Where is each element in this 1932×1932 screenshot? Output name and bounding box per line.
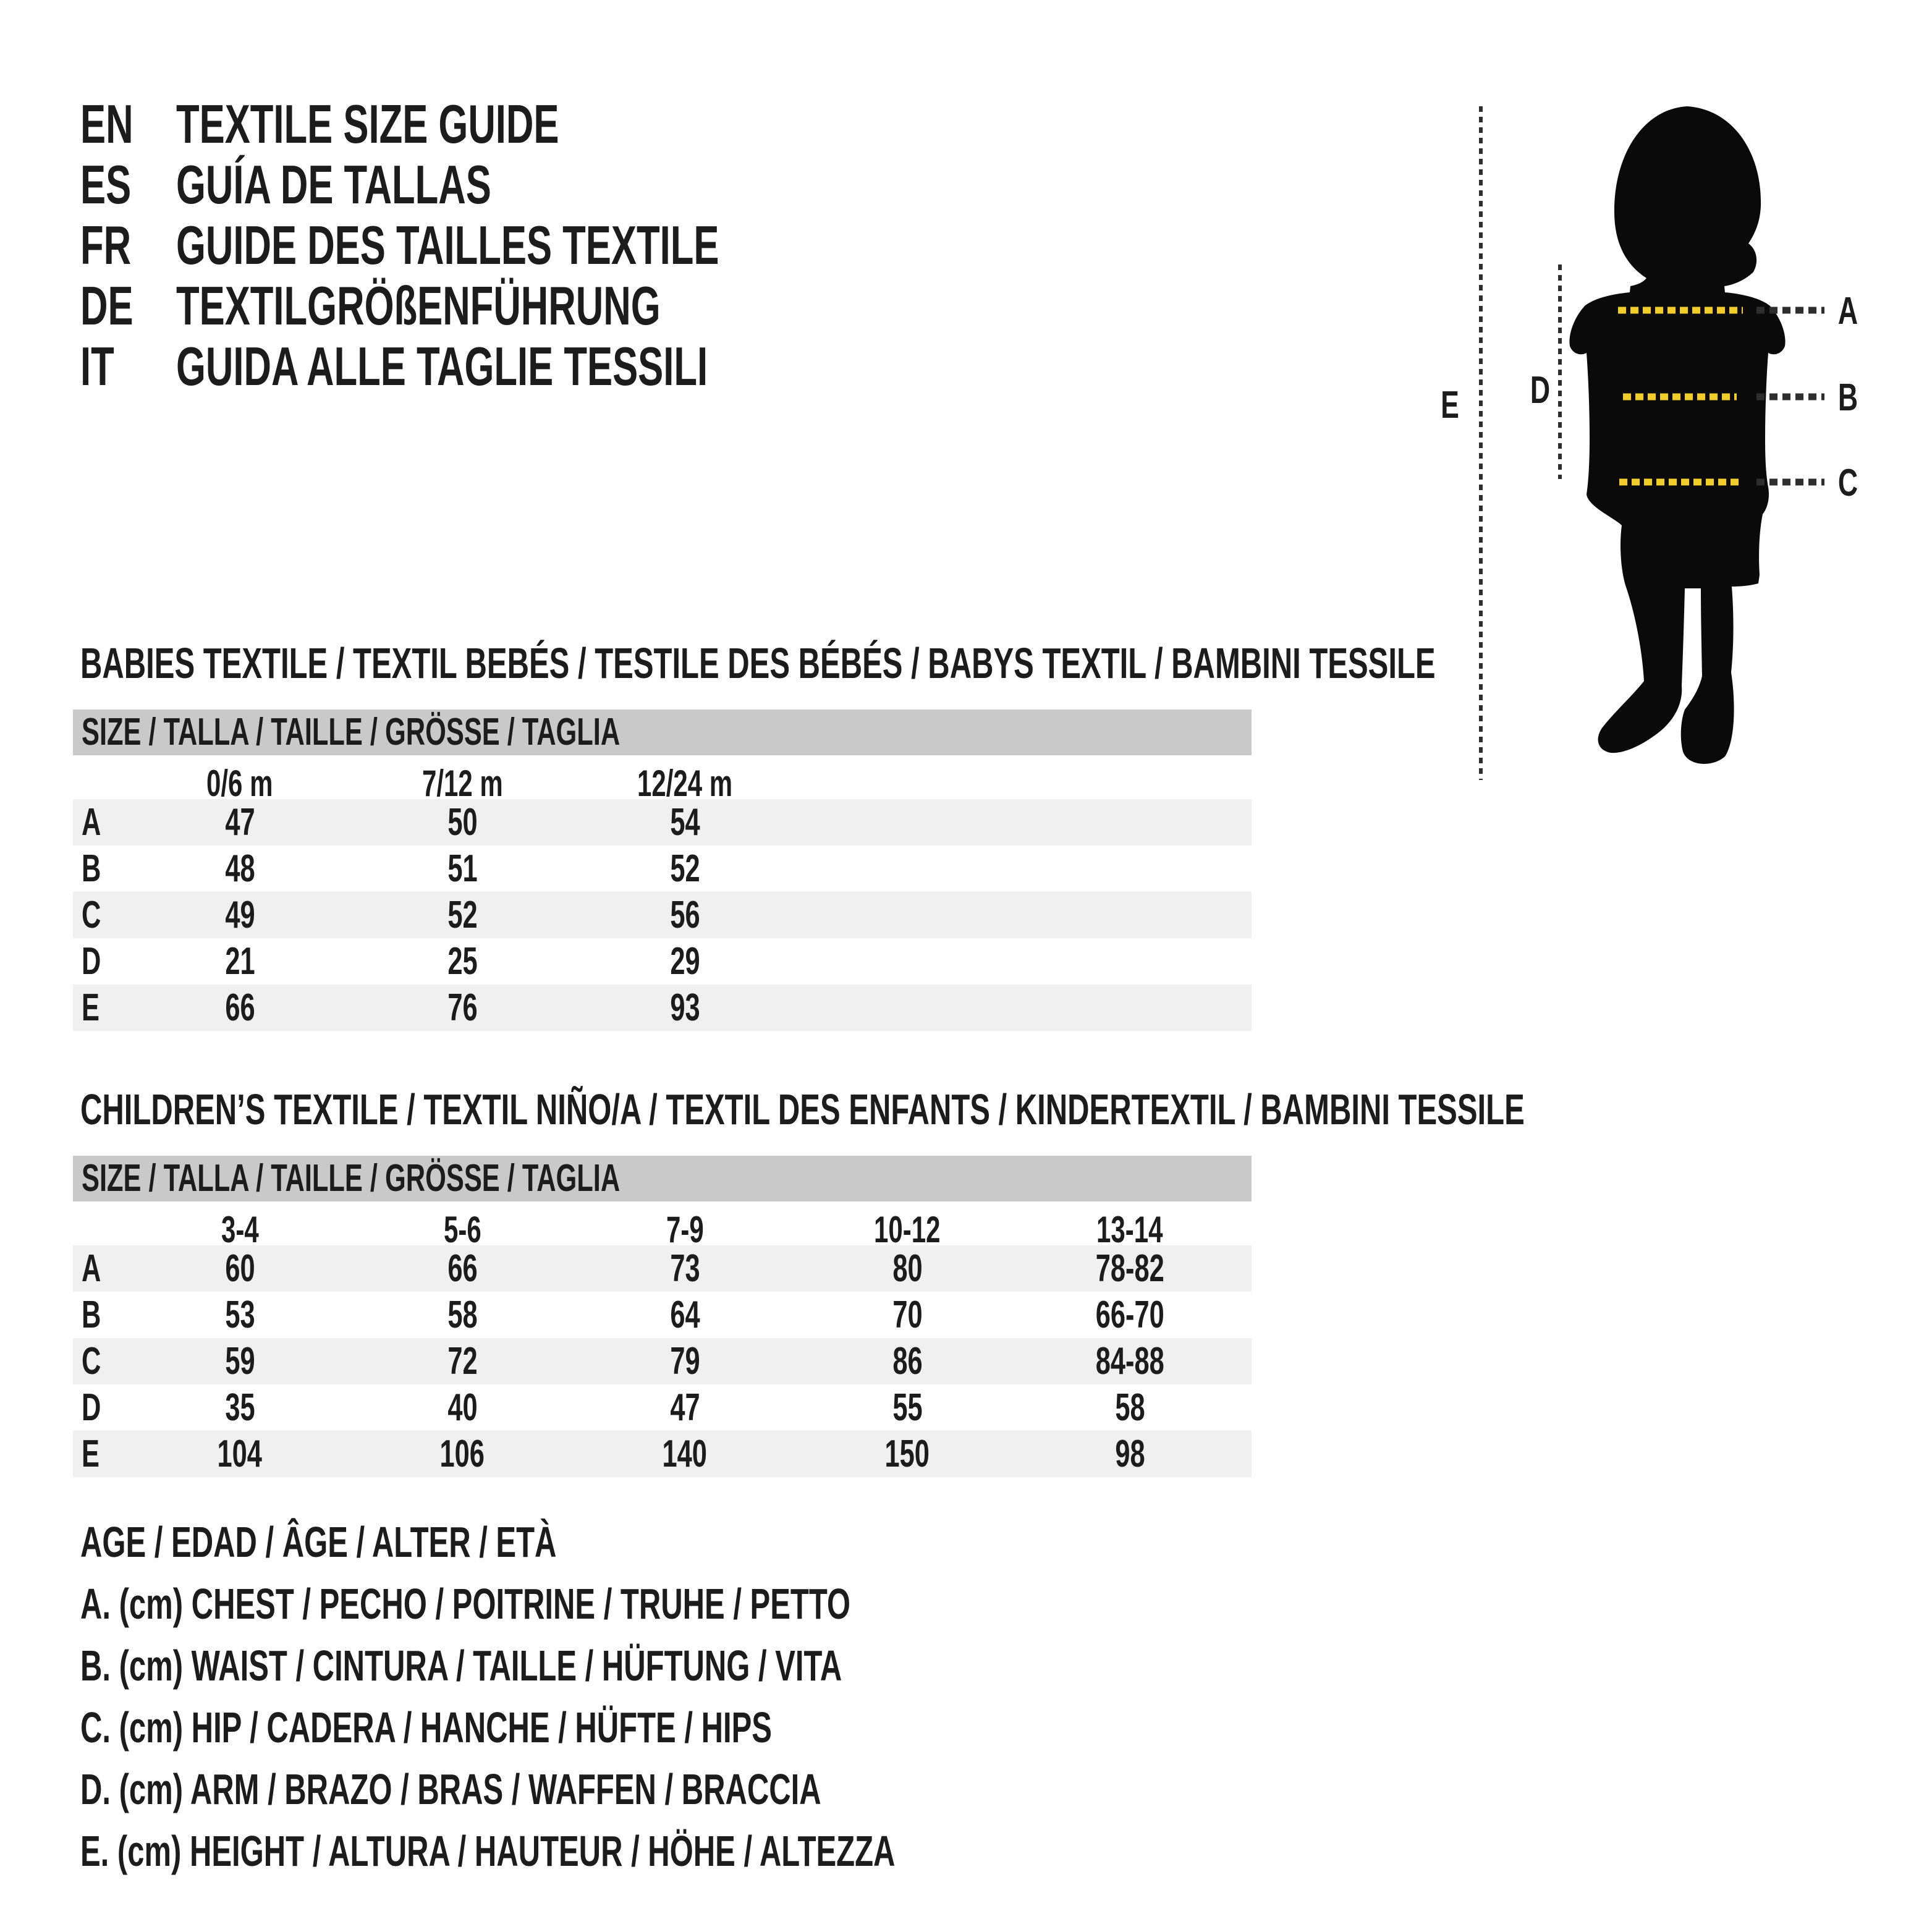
lang-row-es: [80, 155, 952, 215]
figure-label-e: E: [1441, 383, 1459, 426]
babies-section-title-text: BABIES TEXTILE / TEXTIL BEBÉS / TESTILE DES BÉBÉS / BABYS TEXTIL / BAMBINI TESSILE: [80, 639, 1436, 687]
row-label: A: [82, 1247, 101, 1290]
cell-value: 84-88: [1095, 1340, 1164, 1383]
cell-value: 76: [447, 986, 478, 1029]
cell-value: 140: [662, 1433, 708, 1475]
cell-value: 47: [224, 801, 255, 844]
lang-row-de: [80, 276, 952, 336]
lang-code-de: DE: [80, 275, 133, 336]
lang-title-it: GUIDA ALLE TAGLIE TESSILI: [176, 336, 708, 397]
legend-height: E. (cm) HEIGHT / ALTURA / HAUTEUR / HÖHE / ALTEZZA: [80, 1827, 896, 1875]
cell-value: 40: [447, 1386, 478, 1429]
row-label: E: [82, 1433, 100, 1475]
lang-code-es: ES: [80, 154, 132, 215]
babies-section-title: [80, 639, 1932, 687]
children-col-7-9: 7-9: [666, 1209, 704, 1250]
language-header: [80, 94, 952, 397]
cell-value: 51: [447, 847, 478, 890]
row-label: E: [82, 986, 100, 1029]
children-col-13-14: 13-14: [1096, 1209, 1163, 1250]
table-row: [73, 892, 1252, 938]
children-col-10-12: 10-12: [874, 1209, 941, 1250]
cell-value: 64: [669, 1294, 700, 1336]
cell-value: 47: [669, 1386, 700, 1429]
figure-label-a: A: [1837, 289, 1858, 333]
cell-value: 86: [892, 1340, 923, 1383]
cell-value: 52: [447, 894, 478, 936]
table-row: [73, 845, 1252, 892]
legend-chest: A. (cm) CHEST / PECHO / POITRINE / TRUHE / PETTO: [80, 1580, 851, 1628]
cell-value: 21: [224, 940, 255, 983]
cell-value: 59: [224, 1340, 255, 1383]
children-section-title-text: CHILDREN’S TEXTILE / TEXTIL NIÑO/A / TEXTIL DES ENFANTS / KINDERTEXTIL / BAMBINI TESSILE: [80, 1085, 1525, 1133]
measurement-figure: [1409, 87, 1932, 803]
figure-label-b: B: [1837, 376, 1858, 419]
cell-value: 58: [447, 1294, 478, 1336]
lang-title-en: TEXTILE SIZE GUIDE: [176, 93, 559, 155]
lang-row-it: [80, 336, 952, 397]
children-col-3-4: 3-4: [221, 1209, 259, 1250]
lang-title-de: TEXTILGRÖßENFÜHRUNG: [176, 275, 661, 336]
babies-size-header-text: SIZE / TALLA / TAILLE / GRÖSSE / TAGLIA: [82, 711, 621, 753]
table-row: [73, 1384, 1252, 1431]
cell-value: 56: [669, 894, 700, 936]
babies-col-12-24m: 12/24 m: [637, 763, 733, 804]
measurement-legend: [80, 1511, 1244, 1882]
children-size-header-bar: [73, 1156, 1252, 1201]
babies-size-header-bar: [73, 710, 1252, 755]
lang-code-fr: FR: [80, 214, 132, 276]
cell-value: 35: [224, 1386, 255, 1429]
children-table: [73, 1208, 1252, 1477]
cell-value: 25: [447, 940, 478, 983]
cell-value: 66-70: [1095, 1294, 1164, 1336]
cell-value: 79: [669, 1340, 700, 1383]
lang-row-en: [80, 94, 952, 155]
cell-value: 106: [439, 1433, 485, 1475]
table-row: [73, 799, 1252, 845]
table-row: [73, 1245, 1252, 1292]
cell-value: 52: [669, 847, 700, 890]
legend-age: AGE / EDAD / ÂGE / ALTER / ETÀ: [80, 1518, 557, 1566]
row-label: D: [82, 940, 101, 983]
babies-table: [73, 762, 1252, 1031]
row-label: B: [82, 1294, 101, 1336]
row-label: C: [82, 894, 101, 936]
cell-value: 48: [224, 847, 255, 890]
cell-value: 58: [1114, 1386, 1145, 1429]
cell-value: 93: [669, 986, 700, 1029]
legend-waist: B. (cm) WAIST / CINTURA / TAILLE / HÜFTUNG / VITA: [80, 1642, 842, 1690]
children-section-title: [80, 1085, 1932, 1133]
lang-title-es: GUÍA DE TALLAS: [176, 154, 491, 215]
table-row: [73, 938, 1252, 985]
cell-value: 70: [892, 1294, 923, 1336]
cell-value: 50: [447, 801, 478, 844]
table-row: [73, 985, 1252, 1031]
row-label: D: [82, 1386, 101, 1429]
legend-arm: D. (cm) ARM / BRAZO / BRAS / WAFFEN / BRACCIA: [80, 1765, 821, 1813]
row-label: B: [82, 847, 101, 890]
lang-code-it: IT: [80, 336, 114, 397]
lang-title-fr: GUIDE DES TAILLES TEXTILE: [176, 214, 719, 276]
cell-value: 55: [892, 1386, 923, 1429]
figure-label-d: D: [1530, 368, 1551, 412]
table-row: [73, 1292, 1252, 1338]
lang-row-fr: [80, 215, 952, 276]
children-size-header-text: SIZE / TALLA / TAILLE / GRÖSSE / TAGLIA: [82, 1157, 621, 1200]
babies-col-0-6m: 0/6 m: [206, 763, 273, 804]
legend-hip: C. (cm) HIP / CADERA / HANCHE / HÜFTE / HIPS: [80, 1703, 772, 1752]
cell-value: 60: [224, 1247, 255, 1290]
cell-value: 66: [447, 1247, 478, 1290]
table-row: [73, 1431, 1252, 1477]
figure-label-c: C: [1837, 461, 1858, 504]
cell-value: 49: [224, 894, 255, 936]
children-column-header-row: [73, 1208, 1252, 1250]
cell-value: 150: [884, 1433, 930, 1475]
row-label: C: [82, 1340, 101, 1383]
cell-value: 53: [224, 1294, 255, 1336]
babies-col-7-12m: 7/12 m: [422, 763, 503, 804]
table-row: [73, 1338, 1252, 1384]
lang-code-en: EN: [80, 93, 133, 155]
children-col-5-6: 5-6: [443, 1209, 481, 1250]
cell-value: 78-82: [1095, 1247, 1164, 1290]
cell-value: 80: [892, 1247, 923, 1290]
cell-value: 29: [669, 940, 700, 983]
cell-value: 104: [217, 1433, 263, 1475]
babies-column-header-row: [73, 762, 1252, 804]
cell-value: 66: [224, 986, 255, 1029]
cell-value: 98: [1114, 1433, 1145, 1475]
cell-value: 73: [669, 1247, 700, 1290]
cell-value: 72: [447, 1340, 478, 1383]
cell-value: 54: [669, 801, 700, 844]
row-label: A: [82, 801, 101, 844]
